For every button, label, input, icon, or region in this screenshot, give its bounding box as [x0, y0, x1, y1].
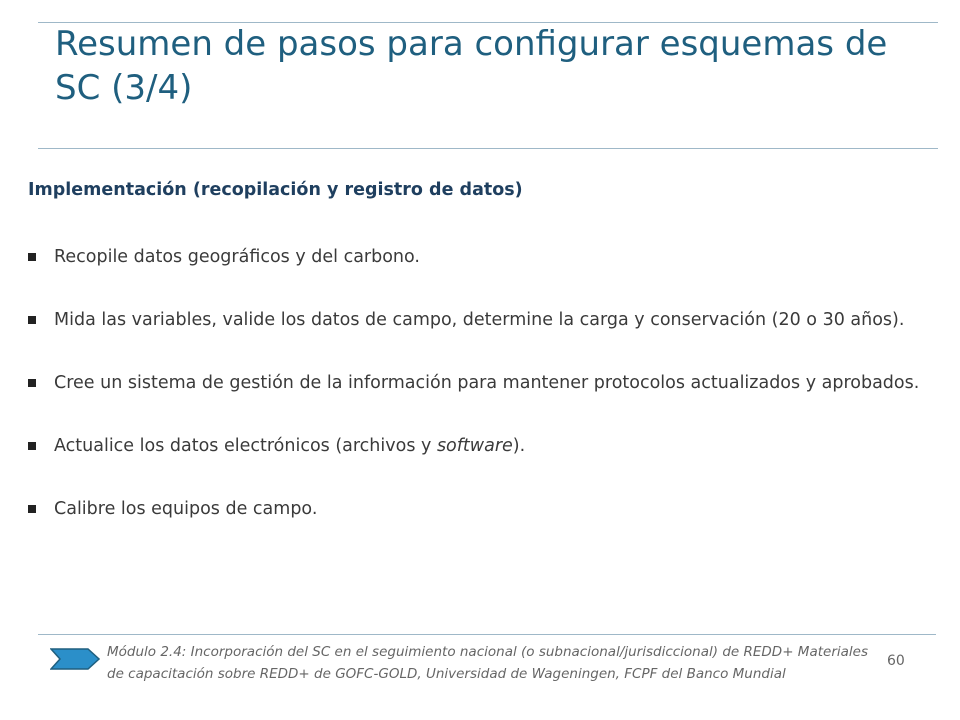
bullet-text [54, 436, 525, 456]
bullet-square-icon [28, 316, 36, 324]
chevron-arrow-icon [50, 648, 100, 670]
bullet-text: Cree un sistema de gestión de la información para mantener protocolos actualizados y aprobados. [54, 373, 920, 393]
bullet-item [28, 497, 928, 522]
bullet-item [28, 245, 928, 270]
bullet-item [28, 371, 928, 396]
bullet-list [28, 245, 928, 560]
bullet-square-icon [28, 253, 36, 261]
page-number: 60 [887, 653, 905, 669]
bullet-text-emphasis: software [436, 436, 513, 456]
footer-citation: Módulo 2.4: Incorporación del SC en el seguimiento nacional (o subnacional/jurisdiccional) de REDD+ Materiales de capacitación sobre REDD+ de GOFC-GOLD, Universidad de Wageningen, FCPF del Banco Mundial [107, 644, 868, 682]
section-heading: Implementación (recopilación y registro de datos) [28, 180, 523, 200]
bullet-square-icon [28, 379, 36, 387]
bullet-item [28, 308, 928, 333]
bullet-text: Mida las variables, valide los datos de campo, determine la carga y conservación (20 o 30 años). [54, 310, 905, 330]
bullet-item [28, 434, 928, 459]
bullet-text: Recopile datos geográficos y del carbono. [54, 247, 420, 267]
footer-rule [38, 634, 936, 635]
title-underline [38, 148, 938, 149]
bullet-square-icon [28, 442, 36, 450]
bullet-text-part: Actualice los datos electrónicos (archivos y [54, 436, 437, 456]
bullet-text: Calibre los equipos de campo. [54, 499, 318, 519]
bullet-square-icon [28, 505, 36, 513]
bullet-text-part: ). [512, 436, 526, 456]
slide-title: Resumen de pasos para configurar esquemas de SC (3/4) [55, 24, 888, 108]
